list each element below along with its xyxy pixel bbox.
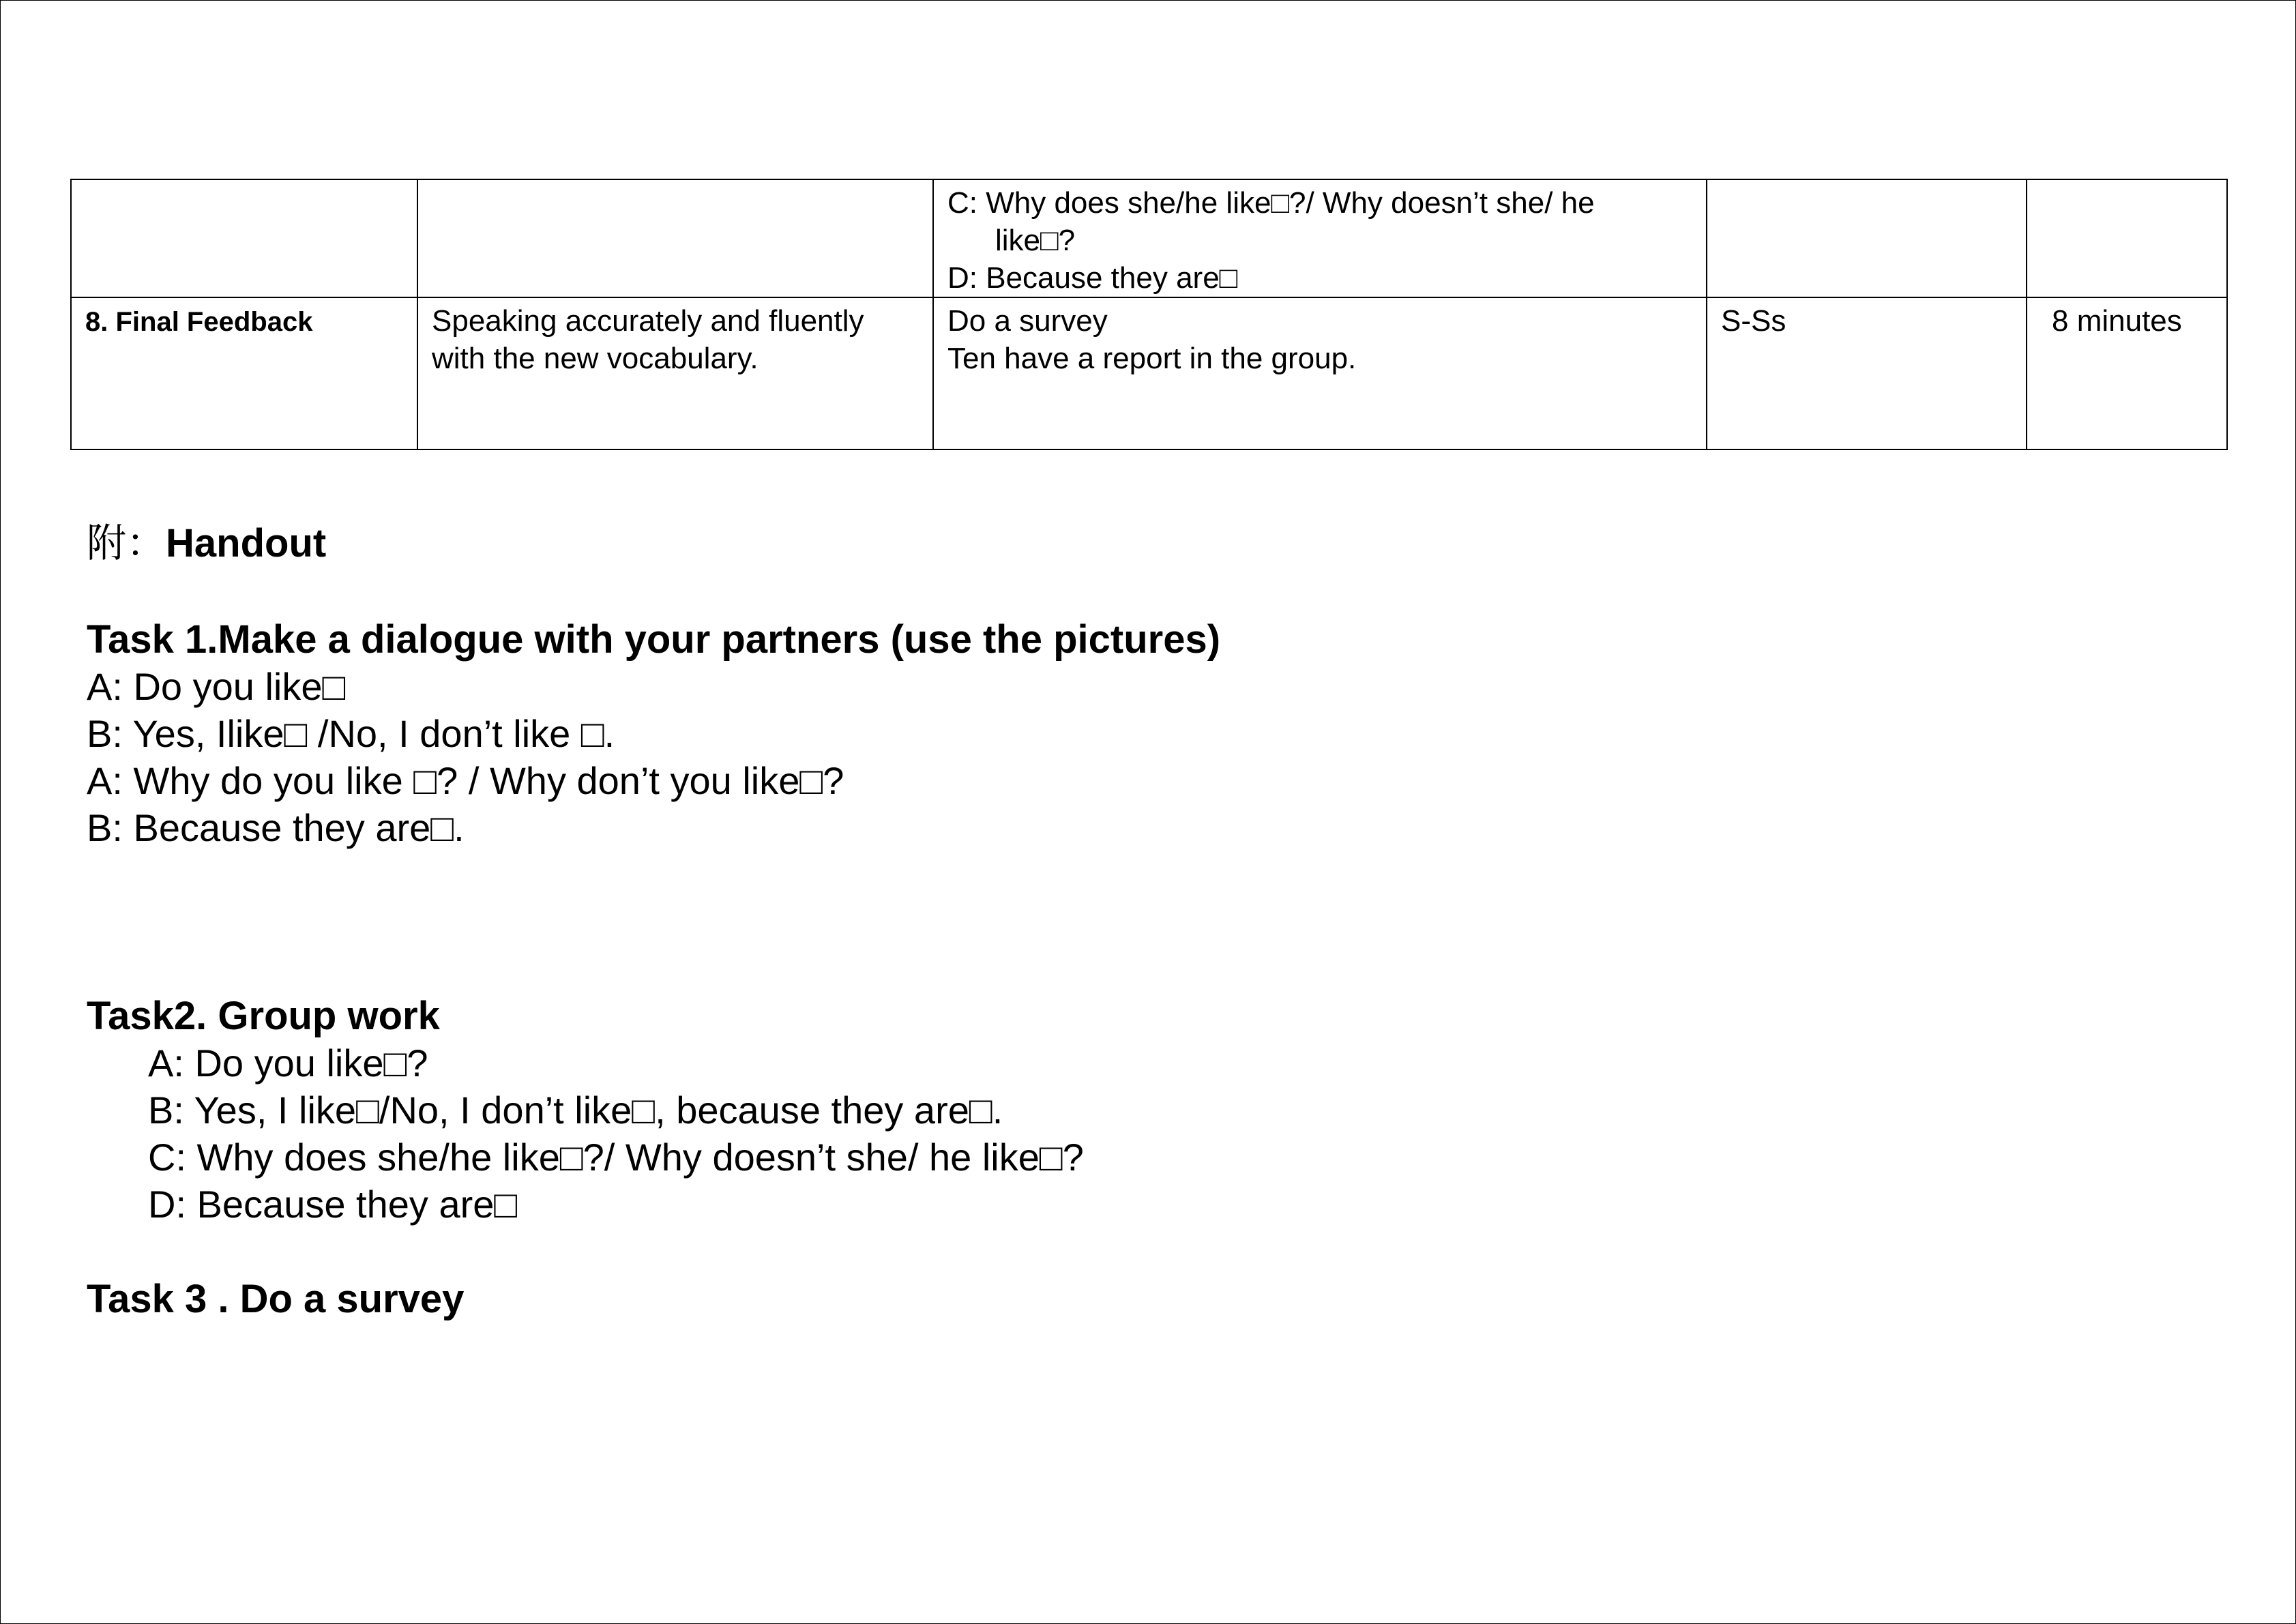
handout-title xyxy=(87,518,2201,568)
task2-dialogue-line: D: Because they are□ xyxy=(148,1183,518,1226)
stage-label: 8. Final Feedback xyxy=(85,307,313,337)
task1-dialogue-line: A: Why do you like □? / Why don’t you like□? xyxy=(87,759,844,802)
task2-title: Task2. Group work xyxy=(87,994,440,1038)
activity-line: C: Why does she/he like□?/ Why doesn’t she/ he xyxy=(947,186,1595,220)
activity-line: Do a survey xyxy=(947,304,1108,338)
activity-line: Ten have a report in the group. xyxy=(947,342,1357,375)
handout-title-text: Handout xyxy=(166,521,327,565)
activity-cell xyxy=(933,179,1707,297)
time-cell xyxy=(2027,179,2227,297)
time-cell xyxy=(2027,297,2227,449)
stage-cell xyxy=(71,179,417,297)
lesson-plan-table xyxy=(70,179,2228,450)
task1-dialogue-line: B: Because they are□. xyxy=(87,806,465,849)
activity-line: like□? xyxy=(995,224,1076,257)
objective-text: Speaking accurately and fluently with the new vocabulary. xyxy=(432,304,864,375)
table-row xyxy=(71,297,2227,449)
time-text: 8 minutes xyxy=(2052,304,2182,338)
spacer xyxy=(87,568,2201,616)
task2-dialogue-line: C: Why does she/he like□?/ Why doesn’t she/ he like□? xyxy=(148,1136,1084,1179)
activity-line: D: Because they are□ xyxy=(947,261,1238,295)
spacer xyxy=(87,851,2201,992)
task3-title: Task 3 . Do a survey xyxy=(87,1277,465,1321)
task1-dialogue-line: A: Do you like□ xyxy=(87,665,346,708)
objective-cell xyxy=(417,297,933,449)
handout-section xyxy=(87,518,2201,1323)
interaction-cell xyxy=(1707,179,2027,297)
handout-prefix: 附： xyxy=(87,520,166,566)
task1-title: Task 1.Make a dialogue with your partners (use the pictures) xyxy=(87,617,1221,662)
interaction-text: S-Ss xyxy=(1721,304,1786,338)
objective-cell xyxy=(417,179,933,297)
stage-cell xyxy=(71,297,417,449)
task1-dialogue-line: B: Yes, Ilike□ /No, I don’t like □. xyxy=(87,712,615,755)
spacer xyxy=(87,1228,2201,1275)
task2-dialogue-line: B: Yes, I like□/No, I don’t like□, because they are□. xyxy=(148,1089,1003,1132)
task2-dialogue-line: A: Do you like□? xyxy=(148,1042,428,1084)
table-row xyxy=(71,179,2227,297)
interaction-cell xyxy=(1707,297,2027,449)
activity-cell xyxy=(933,297,1707,449)
